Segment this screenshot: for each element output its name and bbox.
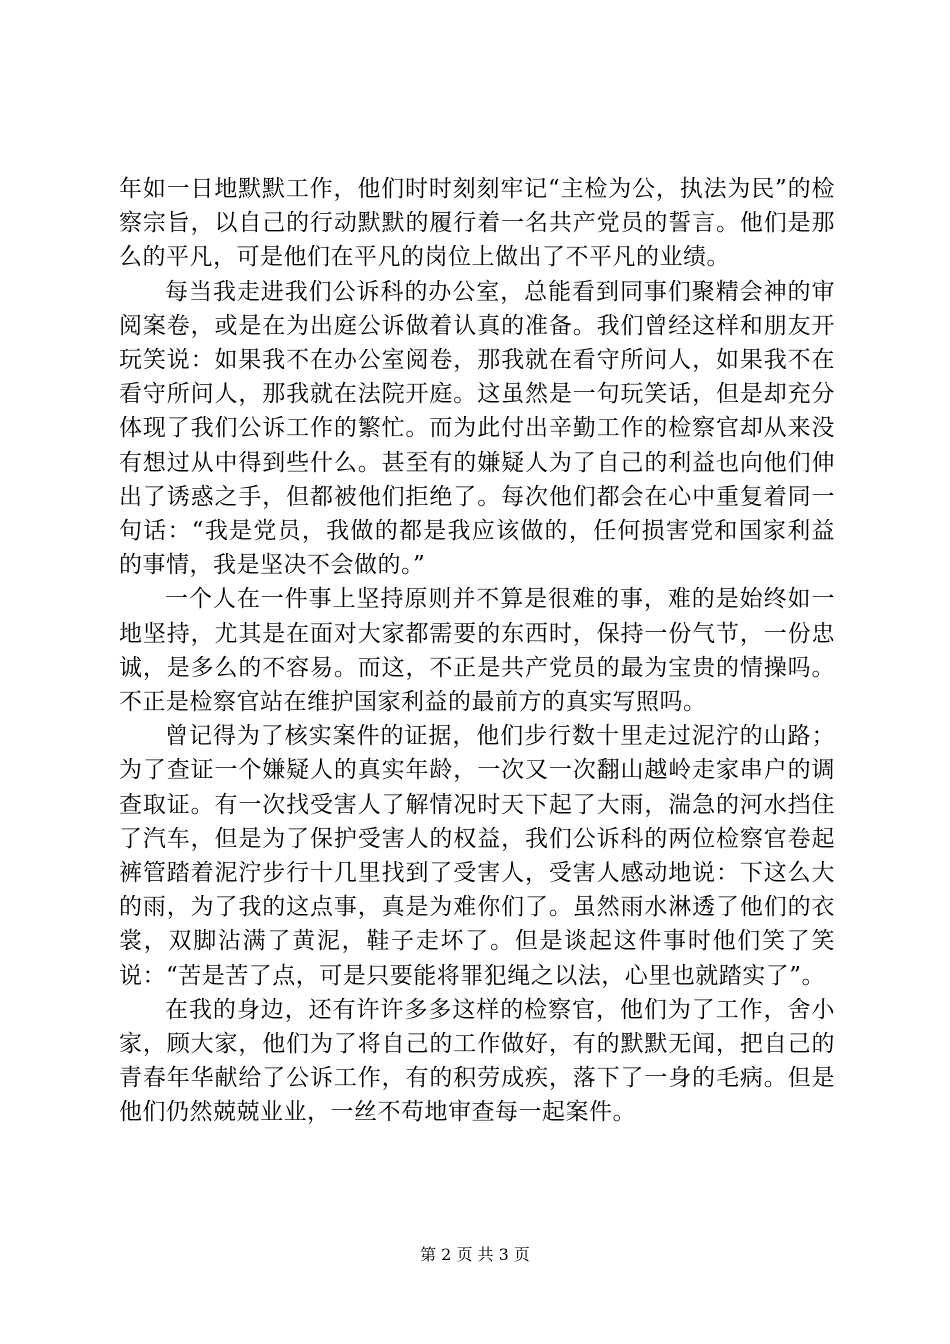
- page-footer: [0, 1245, 950, 1265]
- document-body: [119, 172, 835, 1130]
- page-number-label: 第 2 页 共 3 页: [420, 1245, 530, 1264]
- paragraph-2: 每当我走进我们公诉科的办公室，总能看到同事们聚精会神的审阅案卷，或是在为出庭公诉做着认真的准备。我们曾经这样和朋友开玩笑说：如果我不在办公室阅卷，那我就在看守所问人，如果我不在看守所问人，那我就在法院开庭。这虽然是一句玩笑话，但是却充分体现了我们公诉工作的繁忙。而为此付出辛勤工作的检察官却从来没有想过从中得到些什么。甚至有的嫌疑人为了自己的利益也向他们伸出了诱惑之手，但都被他们拒绝了。每次他们都会在心中重复着同一句话：“我是党员，我做的都是我应该做的，任何损害党和国家利益的事情，我是坚决不会做的。”: [119, 278, 835, 579]
- paragraph-1: 年如一日地默默工作，他们时时刻刻牢记“主检为公，执法为民”的检察宗旨，以自己的行动默默的履行着一名共产党员的誓言。他们是那么的平凡，可是他们在平凡的岗位上做出了不平凡的业绩。: [119, 176, 835, 271]
- paragraph-5: 在我的身边，还有许许多多这样的检察官，他们为了工作，舍小家，顾大家，他们为了将自己的工作做好，有的默默无闻，把自己的青春年华献给了公诉工作，有的积劳成疾，落下了一身的毛病。但是他们仍然兢兢业业，一丝不苟地审查每一起案件。: [119, 996, 835, 1126]
- paragraph-4: 曾记得为了核实案件的证据，他们步行数十里走过泥泞的山路；为了查证一个嫌疑人的真实年龄，一次又一次翻山越岭走家串户的调查取证。有一次找受害人了解情况时天下起了大雨，湍急的河水挡住了汽车，但是为了保护受害人的权益，我们公诉科的两位检察官卷起裤管踏着泥泞步行十几里找到了受害人，受害人感动地说：下这么大的雨，为了我的这点事，真是为难你们了。虽然雨水淋透了他们的衣裳，双脚沾满了黄泥，鞋子走坏了。但是谈起这件事时他们笑了笑说：“苦是苦了点，可是只要能将罪犯绳之以法，心里也就踏实了”。: [119, 723, 835, 989]
- paragraph-3: 一个人在一件事上坚持原则并不算是很难的事，难的是始终如一地坚持，尤其是在面对大家都需要的东西时，保持一份气节，一份忠诚，是多么的不容易。而这，不正是共产党员的最为宝贵的情操吗。不正是检察官站在维护国家利益的最前方的真实写照吗。: [119, 586, 835, 716]
